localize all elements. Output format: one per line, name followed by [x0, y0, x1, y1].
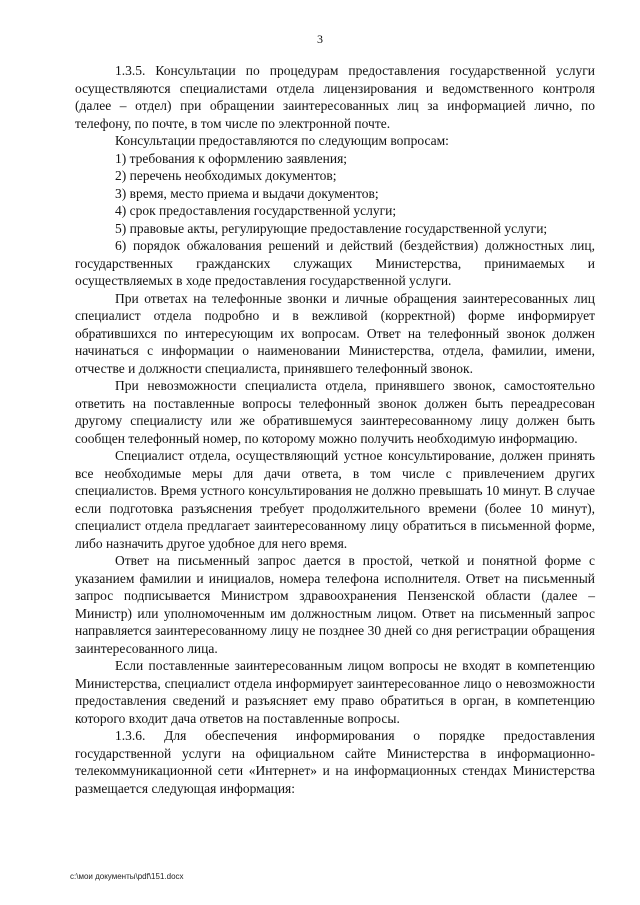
list-item: 3) время, место приема и выдачи документов;	[115, 185, 379, 201]
list-item: 1) требования к оформлению заявления;	[115, 150, 348, 166]
list-item: 5) правовые акты, регулирующие предоставление государственной услуги;	[115, 220, 548, 236]
paragraph-call-redirect: При невозможности специалиста отдела, принявшего звонок, самостоятельно ответить на поставленные вопросы телефонный звонок должен быть переадресован другому специалисту или же обратившемуся заинтересованному лицу должен быть сообщен телефонный номер, по которому можно получить необходимую информацию.	[75, 378, 595, 446]
paragraph-oral-consulting: Специалист отдела, осуществляющий устное консультирование, должен принять все необходимые меры для дачи ответа, в том числе с привлечением других специалистов. Время устного консультирования не должно превышать 10 минут. В случае если подготовка разъяснения требует продолжительного времени (более 10 минут), специалист отдела предлагает заинтересованному лицу обратиться в письменной форме, либо назначить другое удобное для него время.	[75, 448, 595, 551]
paragraph-1-3-5: 1.3.5. Консультации по процедурам предоставления государственной услуги осуществляются специалистами отдела лицензирования и ведомственного контроля (далее – отдел) при обращении заинтересованных лиц за информацией лично, по телефону, по почте, в том числе по электронной почте.	[75, 63, 595, 131]
footer-file-path: c:\мои документы\pdf\151.docx	[70, 872, 184, 881]
list-item: 4) срок предоставления государственной услуги;	[115, 203, 397, 218]
paragraph-phone-calls: При ответах на телефонные звонки и личные обращения заинтересованных лиц специалист отдела подробно и в вежливой (корректной) форме информирует обратившихся по интересующим их вопросам. Ответ на телефонный звонок должен начинаться с информации о наименовании Министерства, отдела, фамилии, имени, отчестве и должности специалиста, принявшего телефонный звонок.	[75, 290, 595, 376]
list-item: 6) порядок обжалования решений и действий (бездействия) должностных лиц, государственных гражданских служащих Министерства, принимаемых и осуществляемых в ходе предоставления государственной услуги.	[75, 238, 595, 288]
paragraph-out-of-competence: Если поставленные заинтересованным лицом вопросы не входят в компетенцию Министерства, специалист отдела информирует заинтересованное лицо о невозможности предоставления сведений и разъясняет ему право обратиться в орган, в компетенцию которого входит дача ответов на поставленные вопросы.	[75, 658, 595, 726]
paragraph-1-3-6: 1.3.6. Для обеспечения информирования о порядке предоставления государственной услуги на официальном сайте Министерства в информационно-телекоммуникационной сети «Интернет» и на информационных стендах Министерства размещается следующая информация:	[75, 728, 595, 796]
paragraph-questions-intro: Консультации предоставляются по следующим вопросам:	[115, 133, 449, 148]
list-item: 2) перечень необходимых документов;	[115, 168, 337, 183]
paragraph-written-reply: Ответ на письменный запрос дается в простой, четкой и понятной форме с указанием фамилии и инициалов, номера телефона исполнителя. Ответ на письменный запрос подписывается Министром здравоохранения Пензенской области (далее – Министр) или уполномоченным им должностным лицом. Ответ на письменный запрос направляется заинтересованному лицу не позднее 30 дней со дня регистрации обращения заинтересованного лица.	[75, 553, 595, 656]
page-number: 3	[317, 32, 323, 46]
document-body	[75, 62, 595, 797]
